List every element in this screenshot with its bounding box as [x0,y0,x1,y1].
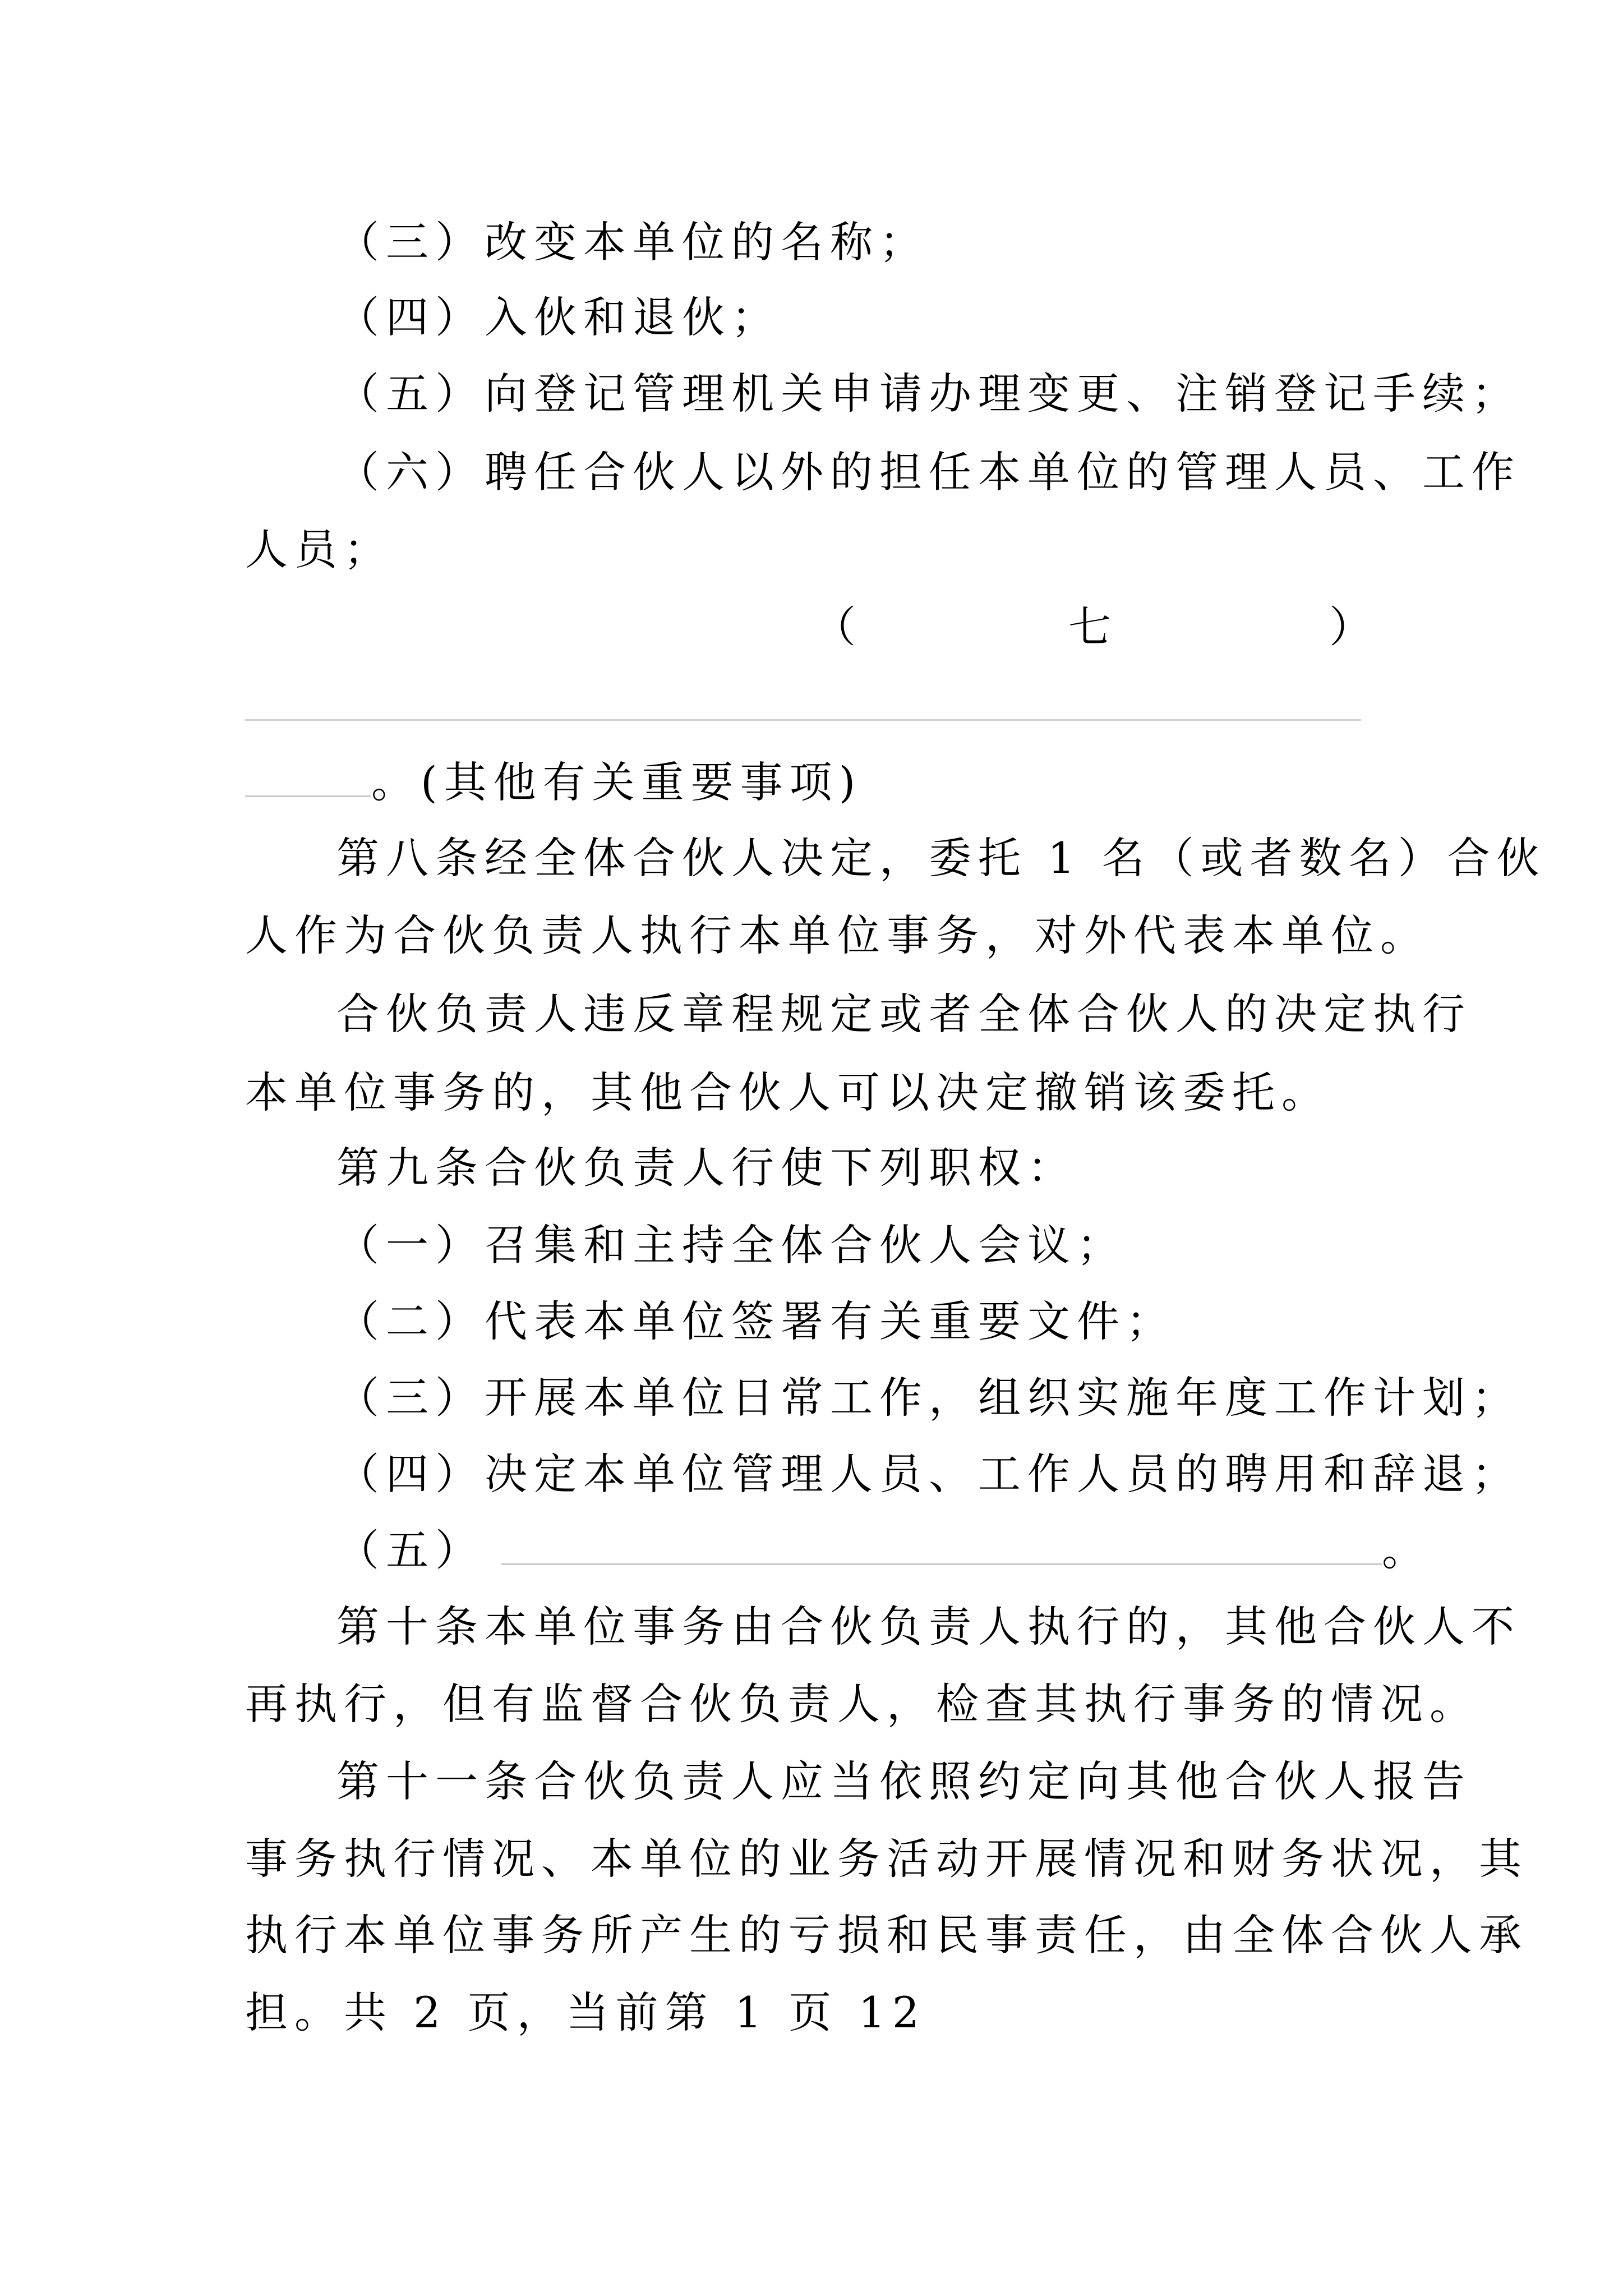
close-paren: ） [1329,602,1378,652]
open-paren: （ [813,602,863,652]
paragraph-line: 本单位事务的，其他合伙人可以决定撤销该委托。 [245,1068,1331,1117]
paragraph-line: （五）向登记管理机关申请办理变更、注销登记手续； [336,369,1521,418]
paragraph-line: 再执行，但有监督合伙负责人，检查其执行事务的情况。 [245,1679,1479,1729]
paragraph-line: 第十条本单位事务由合伙负责人执行的，其他合伙人不 [336,1602,1521,1651]
paragraph-line: 第十一条合伙负责人应当依照约定向其他合伙人报告 [336,1756,1472,1806]
paragraph-line: （四）决定本单位管理人员、工作人员的聘用和辞退； [336,1449,1521,1499]
paragraph-line: 人员； [245,524,393,574]
fill-in-blank [245,756,371,797]
paragraph-line: 事务执行情况、本单位的业务活动开展情况和财务状况，其 [245,1834,1528,1884]
paragraph-line: 第八条经全体合伙人决定，委托 1 名（或者数名）合伙 [336,833,1546,883]
paragraph-line: 合伙负责人违反章程规定或者全体合伙人的决定执行 [336,989,1472,1039]
paragraph-line: （六）聘任合伙人以外的担任本单位的管理人员、工作 [336,447,1521,497]
paragraph-line: 执行本单位事务所产生的亏损和民事责任，由全体合伙人承 [245,1910,1528,1960]
blank-item-seven [813,599,1378,655]
item-suffix: 。 [1382,1525,1431,1575]
paragraph-line: （三）开展本单位日常工作，组织实施年度工作计划； [336,1373,1521,1423]
paragraph-line: （二）代表本单位签署有关重要文件； [336,1296,1175,1346]
paragraph-text: 。(其他有关重要事项) [371,757,863,807]
item-prefix: （五） [336,1525,485,1575]
paragraph-line: 人作为合伙负责人执行本单位事务，对外代表本单位。 [245,910,1430,960]
paragraph-line: 担。共 2 页，当前第 1 页 12 [245,1987,926,2037]
paragraph-line: （三）改变本单位的名称； [336,217,929,267]
paragraph-line: （四）入伙和退伙； [336,292,781,342]
fill-in-blank [501,1524,1382,1565]
paragraph-line [336,1522,1431,1579]
paragraph-line: （一）召集和主持全体合伙人会议； [336,1220,1126,1270]
paragraph-line: 第九条合伙负责人行使下列职权： [336,1143,1077,1193]
item-number: 七 [1068,602,1118,652]
paragraph-line [245,754,1389,811]
fill-in-rule [245,719,1361,721]
